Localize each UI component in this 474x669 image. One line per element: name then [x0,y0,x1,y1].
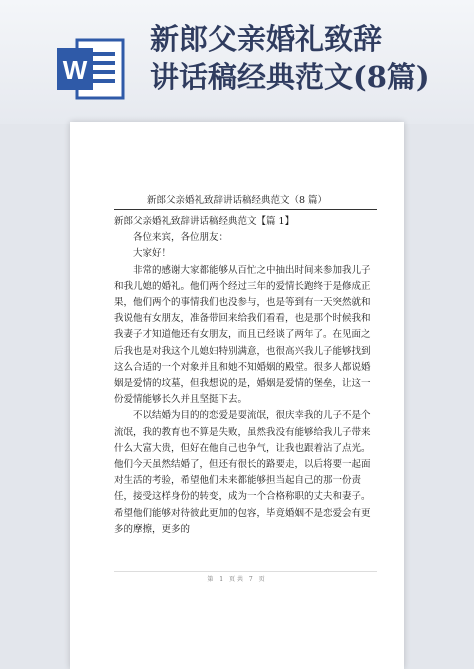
word-document-icon [55,32,129,106]
body-paragraph-1: 非常的感谢大家都能够从百忙之中抽出时间来参加我儿子和我儿媳的婚礼。他们两个经过三年的爱情长跑终于是修成正果，他们两个的事情我们也没参与，也是等到有一天突然就和我说他有女朋友，准备带回来给我们看看，也是那个时候我和我妻子才知道他还有女朋友，而且已经谈了两年了。在见面之后我也是对我这个儿媳妇特别满意，也很高兴我儿子能够找到这么合适的一个对象并且和她不知婚姻的殿堂。很多人都说婚姻是爱情的坟墓，但我想说的是，婚姻是爱情的堡垒，让这一份爱情能够长久并且坚挺下去。 [114,264,371,406]
document-body [114,214,377,538]
section-title: 新郎父亲婚礼致辞讲话稿经典范文【篇 1】 [114,216,295,227]
header-divider [114,209,377,210]
document-page-preview [70,122,404,669]
banner [0,0,474,124]
page-footer: 第 1 页共 7 页 [207,576,267,583]
running-header: 新郎父亲婚礼致辞讲话稿经典范文（8 篇） [146,195,328,206]
salutation-line-1: 各位来宾，各位朋友： [133,232,229,244]
word-icon-letter: W [62,55,88,85]
salutation-line-2: 大家好！ [133,248,172,260]
page-title-line-1: 新郎父亲婚礼致辞 [150,22,383,56]
page-title-line-2: 讲话稿经典范文(8篇) [150,60,430,94]
body-paragraph-2: 不以结婚为目的的恋爱是耍流氓，很庆幸我的儿子不是个流氓，我的教育也不算是失败，虽然我没有能够给我儿子带来什么大富大贵，但好在他自己也争气，让我也跟着沾了点光。他们今天虽然结婚了，但还有很长的路要走，以后将要一起面对生活的考验，希望他们未来都能够担当起自己的那一份责任，接受这样身份的转变，成为一个合格称职的丈夫和妻子。希望他们能够对待彼此更加的包容，毕竟婚姻不是恋爱会有更多的摩擦，更多的 [114,410,371,535]
footer-divider [114,571,377,572]
page-title [150,20,470,96]
